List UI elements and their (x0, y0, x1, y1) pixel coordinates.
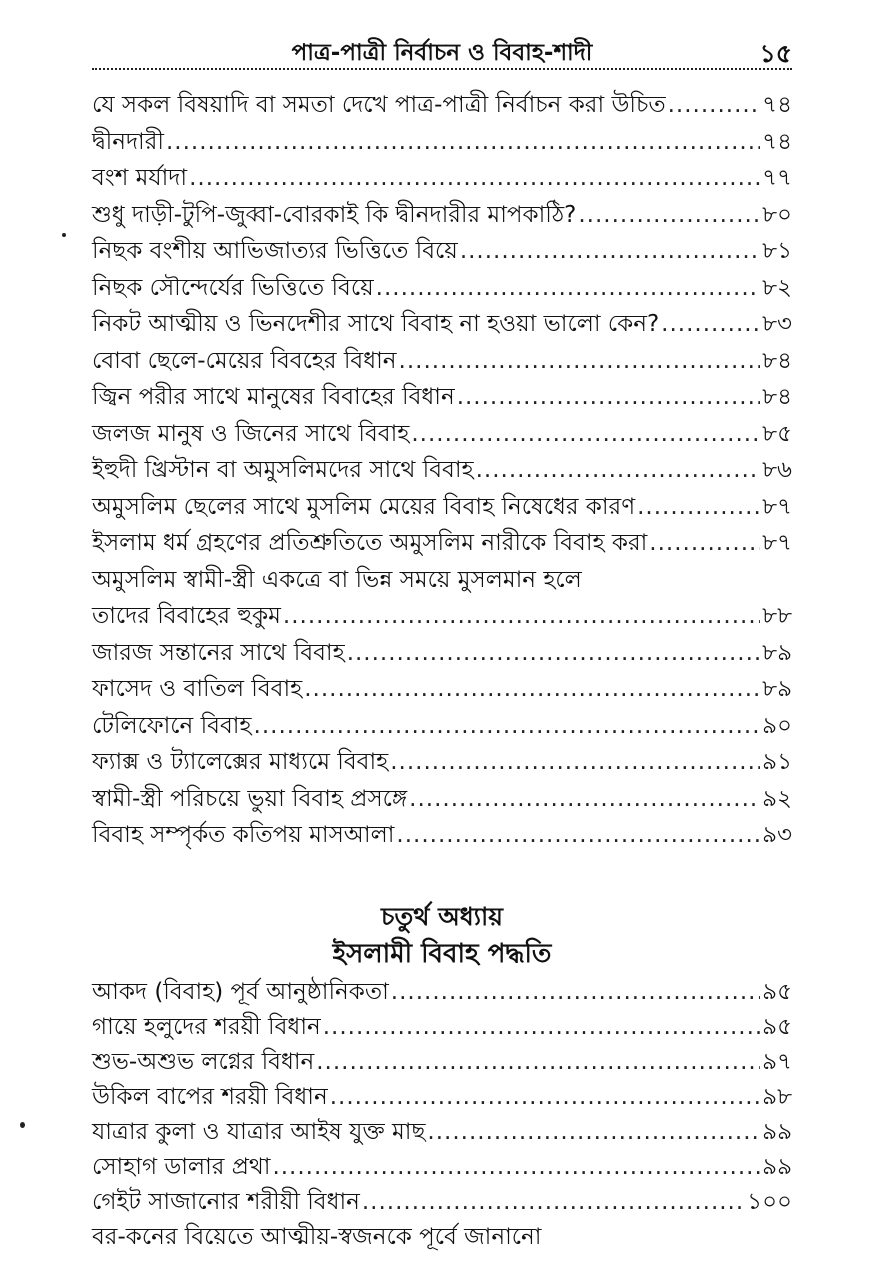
toc-entry (92, 1113, 792, 1148)
dot-leader (399, 348, 761, 374)
toc-entry (92, 159, 792, 196)
toc-entry-title: অমুসলিম স্বামী-স্ত্রী একত্রে বা ভিন্ন সময়ে মুসলমান হলে (92, 566, 582, 593)
toc-entry-title: আকদ (বিবাহ) পূর্ব আনুষ্ঠানিকতা (92, 979, 389, 1005)
toc-entry-title: সোহাগ ডালার প্রথা (92, 1154, 271, 1180)
toc-entry-title: বর-কনের বিয়েতে আত্মীয়-স্বজনকে পূর্বে জানানো (92, 1224, 542, 1250)
toc-entry (92, 232, 792, 269)
toc-entry-page: ৮৫ (762, 420, 792, 447)
toc-entry (92, 780, 792, 817)
dot-leader (661, 311, 760, 337)
toc-section-marriage-selection (92, 86, 792, 853)
dot-leader (391, 979, 760, 1005)
toc-entry-page: ৯৭ (762, 1049, 792, 1075)
toc-entry-page: ৮০ (762, 201, 792, 228)
toc-entry-title: শুধু দাড়ী-টুপি-জুব্বা-বোরকাই কি দ্বীনদারীর মাপকাঠি? (92, 201, 577, 228)
toc-entry-page: ৮৬ (762, 457, 792, 483)
toc-entry (92, 1043, 792, 1078)
toc-entry-page: ৮৭ (762, 530, 792, 556)
toc-entry-title: যে সকল বিষয়াদি বা সমতা দেখে পাত্র-পাত্রী নির্বাচন করা উচিত (92, 92, 666, 118)
toc-entry (92, 1218, 792, 1253)
dot-leader (330, 1084, 760, 1110)
toc-entry-page: ৮১ (762, 238, 792, 264)
toc-entry (92, 86, 792, 123)
dot-leader (316, 1049, 760, 1075)
toc-entry (92, 707, 792, 744)
toc-entry-page: ৮৮ (762, 603, 792, 629)
toc-entry-title: নিছক বংশীয় আভিজাত্যর ভিত্তিতে বিয়ে (92, 238, 458, 264)
toc-entry (92, 305, 792, 342)
toc-entry (92, 1008, 792, 1043)
dot-leader (362, 1189, 745, 1215)
toc-entry (92, 342, 792, 379)
toc-entry-page: ৭৭ (762, 165, 792, 191)
toc-entry-title: উকিল বাপের শরয়ী বিধান (92, 1084, 328, 1110)
toc-entry-title: যাত্রার কুলা ও যাত্রার আইষ যুক্ত মাছ (92, 1119, 426, 1145)
toc-entry-page: ৯৫ (762, 979, 792, 1005)
toc-entry-page: ৮৪ (762, 347, 792, 374)
header-title: পাত্র-পাত্রী নির্বাচন ও বিবাহ-শাদী (291, 40, 593, 66)
toc-entry-title: নিকট আত্মীয় ও ভিনদেশীর সাথে বিবাহ না হওয়া ভালো কেন? (92, 311, 660, 337)
dot-leader (427, 1119, 760, 1145)
toc-entry-page: ৮৯ (762, 639, 792, 666)
toc-entry-title: বংশ মর্যাদা (92, 165, 188, 191)
toc-entry-title: জারজ সন্তানের সাথে বিবাহ (92, 639, 345, 666)
chapter-title: ইসলামী বিবাহ পদ্ধতি (332, 939, 552, 969)
toc-entry-page: ৮৭ (762, 493, 792, 520)
dot-leader (637, 494, 760, 520)
toc-section-islamic-marriage-method (92, 973, 792, 1253)
toc-entry (92, 123, 792, 160)
toc-entry-title: তাদের বিবাহের হুকুম (92, 603, 281, 629)
dot-leader (283, 603, 760, 629)
toc-entry (92, 597, 792, 634)
toc-entry-page: ৯৯ (762, 1154, 792, 1180)
dot-leader (396, 822, 760, 848)
dot-leader (189, 165, 760, 191)
toc-entry (92, 415, 792, 452)
toc-entry (92, 816, 792, 853)
toc-entry-page: ৯৩ (762, 822, 792, 848)
toc-entry-page: ৯২ (762, 785, 792, 812)
toc-entry-title: নিছক সৌন্দের্যের ভিত্তিতে বিয়ে (92, 274, 374, 301)
toc-entry (92, 634, 792, 671)
toc-entry-title: বিবাহ সম্পৃর্কত কতিপয় মাসআলা (92, 822, 395, 848)
toc-entry (92, 378, 792, 415)
scan-speck (20, 1122, 25, 1128)
toc-entry-title: ফাসেদ ও বাতিল বিবাহ (92, 676, 303, 702)
toc-entry-title: বোবা ছেলে-মেয়ের বিবহের বিধান (92, 347, 397, 374)
toc-entry (92, 196, 792, 233)
dot-leader (668, 92, 761, 118)
toc-entry (92, 743, 792, 780)
toc-entry (92, 1183, 792, 1218)
toc-entry-title: গায়ে হলুদের শরয়ী বিধান (92, 1014, 321, 1040)
toc-entry-page: ৯১ (762, 749, 792, 775)
toc-entry (92, 1148, 792, 1183)
toc-entry-title: অমুসলিম ছেলের সাথে মুসলিম মেয়ের বিবাহ নিষেধের কারণ (92, 493, 636, 520)
toc-entry-title: ফ্যাক্স ও ট্যালেক্সের মাধ্যমে বিবাহ (92, 749, 389, 775)
dot-leader (457, 384, 760, 410)
toc-entry (92, 269, 792, 306)
dot-leader (578, 202, 760, 228)
toc-entry (92, 561, 792, 598)
toc-entry (92, 488, 792, 525)
toc-entry-page: ৮৪ (762, 384, 792, 410)
dot-leader (409, 786, 760, 812)
dot-leader (304, 676, 760, 702)
toc-entry-page: ৯৮ (762, 1084, 792, 1110)
dot-leader (390, 749, 760, 775)
toc-entry-page: ৮৩ (762, 311, 792, 337)
toc-entry-title: গেইট সাজানোর শরীয়ী বিধান (92, 1189, 360, 1215)
dot-leader (166, 129, 760, 155)
dot-leader (460, 238, 760, 264)
toc-entry-title: দ্বীনদারী (92, 128, 164, 155)
toc-entry-title: স্বামী-স্ত্রী পরিচয়ে ভুয়া বিবাহ প্রসঙ্গে (92, 785, 408, 812)
dot-leader (347, 640, 760, 666)
chapter-number: চতুর্থ অধ্যায় (380, 902, 504, 931)
page-number: ১৫ (759, 39, 792, 68)
toc-entry (92, 1078, 792, 1113)
toc-entry (92, 524, 792, 561)
dot-leader (476, 457, 761, 483)
toc-entry-title: ইহুদী খ্রিস্টান বা অমুসলিমদের সাথে বিবাহ (92, 457, 474, 483)
dot-leader (272, 1154, 760, 1180)
running-header (92, 30, 792, 70)
toc-entry-page: ৯৫ (762, 1014, 792, 1040)
dot-leader (254, 713, 761, 739)
toc-entry-page: ৮৯ (762, 676, 792, 702)
dot-leader (649, 530, 760, 556)
toc-entry-page: ৮২ (762, 274, 792, 301)
toc-entry-page: ৭৪ (762, 92, 792, 118)
toc-entry-page: ৯০ (762, 712, 792, 739)
toc-entry (92, 973, 792, 1008)
toc-entry-title: জলজ মানুষ ও জিনের সাথে বিবাহ (92, 420, 410, 447)
toc-entry-title: টেলিফোনে বিবাহ (92, 712, 252, 739)
toc-entry (92, 670, 792, 707)
toc-entry-page: ৭৪ (762, 128, 792, 155)
header-dotted-rule (92, 68, 792, 70)
dot-leader (323, 1014, 760, 1040)
toc-entry-page: ১০০ (747, 1189, 792, 1215)
toc-entry-title: শুভ-অশুভ লগ্নের বিধান (92, 1049, 315, 1075)
toc-entry-title: ইসলাম ধর্ম গ্রহণের প্রতিশ্রুতিতে অমুসলিম নারীকে বিবাহ করা (92, 530, 648, 556)
dot-leader (411, 421, 760, 447)
toc-entry (92, 451, 792, 488)
toc-entry-page: ৯৯ (762, 1119, 792, 1145)
scan-speck (62, 233, 66, 237)
toc-entry-title: জ্বিন পরীর সাথে মানুষের বিবাহের বিধান (92, 384, 455, 410)
dot-leader (376, 275, 760, 301)
